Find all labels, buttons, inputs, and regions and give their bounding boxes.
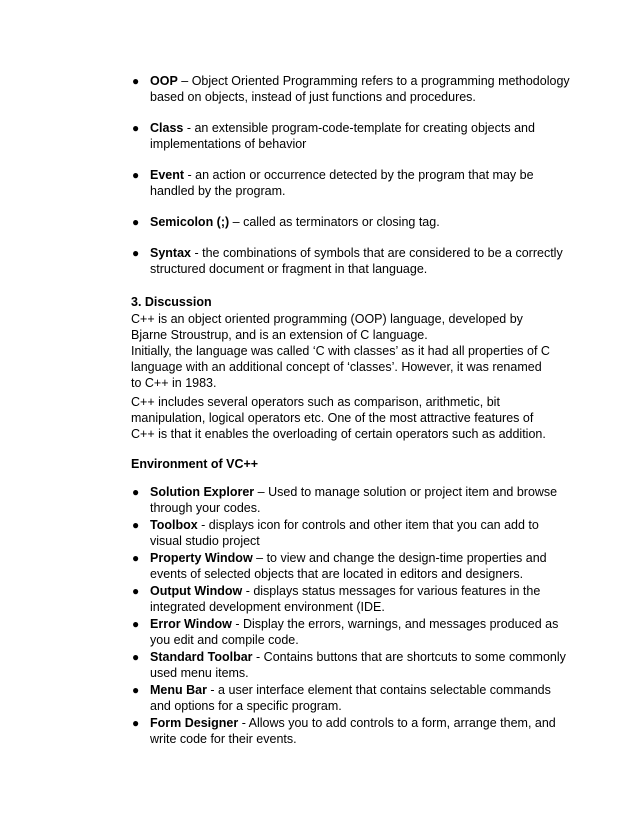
term: Menu Bar bbox=[150, 683, 207, 697]
list-item bbox=[132, 245, 570, 277]
discussion-line: C++ is an object oriented programming (OOP) language, developed by Bjarne Stroustrup, and is an extension of C language. bbox=[131, 312, 523, 342]
list-item bbox=[132, 214, 570, 230]
list-item bbox=[132, 715, 570, 747]
bullet-icon: ● bbox=[132, 121, 140, 135]
term: Toolbox bbox=[150, 518, 198, 532]
term: Event bbox=[150, 168, 185, 182]
definition-text: – Object Oriented Programming refers to a programming methodology based on objects, instead of just functions and procedures. bbox=[150, 74, 570, 104]
bullet-icon: ● bbox=[132, 617, 140, 631]
bullet-icon: ● bbox=[132, 74, 140, 88]
item-text: - Display the errors, warnings, and messages produced as you edit and compile code. bbox=[150, 617, 559, 647]
bullet-icon: ● bbox=[132, 215, 140, 229]
item-text: – Used to manage solution or project item and browse through your codes. bbox=[150, 485, 558, 515]
discussion-paragraph-2 bbox=[131, 394, 551, 442]
environment-list bbox=[132, 484, 570, 748]
list-item bbox=[132, 583, 570, 615]
item-text: - displays status messages for various features in the integrated development environment (IDE. bbox=[150, 584, 541, 614]
bullet-icon: ● bbox=[132, 246, 140, 260]
item-text: – to view and change the design-time properties and events of selected objects that are located in editors and designers. bbox=[150, 551, 547, 581]
discussion-paragraph-1 bbox=[131, 311, 551, 391]
term: OOP bbox=[150, 74, 178, 88]
definition-text: - an action or occurrence detected by the program that may be handled by the program. bbox=[150, 168, 534, 198]
environment-heading: Environment of VC++ bbox=[131, 457, 259, 471]
item-text: - Contains buttons that are shortcuts to some commonly used menu items. bbox=[150, 650, 566, 680]
term: Class bbox=[150, 121, 184, 135]
definition-text: – called as terminators or closing tag. bbox=[229, 215, 440, 229]
term: Solution Explorer bbox=[150, 485, 255, 499]
term: Output Window bbox=[150, 584, 243, 598]
term: Form Designer bbox=[150, 716, 239, 730]
list-item bbox=[132, 73, 570, 105]
term: Error Window bbox=[150, 617, 232, 631]
list-item bbox=[132, 682, 570, 714]
term: Syntax bbox=[150, 246, 191, 260]
definition-text: - an extensible program-code-template for creating objects and implementations of behavior bbox=[150, 121, 535, 151]
item-text: - displays icon for controls and other item that you can add to visual studio project bbox=[150, 518, 539, 548]
list-item bbox=[132, 167, 570, 199]
definitions-list bbox=[132, 73, 570, 292]
bullet-icon: ● bbox=[132, 168, 140, 182]
list-item bbox=[132, 616, 570, 648]
bullet-icon: ● bbox=[132, 485, 140, 499]
term: Standard Toolbar bbox=[150, 650, 253, 664]
definition-text: - the combinations of symbols that are considered to be a correctly structured document or fragment in that language. bbox=[150, 246, 563, 276]
bullet-icon: ● bbox=[132, 650, 140, 664]
list-item bbox=[132, 484, 570, 516]
item-text: - Allows you to add controls to a form, arrange them, and write code for their events. bbox=[150, 716, 556, 746]
list-item bbox=[132, 517, 570, 549]
bullet-icon: ● bbox=[132, 584, 140, 598]
item-text: - a user interface element that contains selectable commands and options for a specific program. bbox=[150, 683, 551, 713]
term: Semicolon (;) bbox=[150, 215, 230, 229]
list-item bbox=[132, 120, 570, 152]
bullet-icon: ● bbox=[132, 683, 140, 697]
bullet-icon: ● bbox=[132, 551, 140, 565]
list-item bbox=[132, 649, 570, 681]
bullet-icon: ● bbox=[132, 518, 140, 532]
bullet-icon: ● bbox=[132, 716, 140, 730]
discussion-line: Initially, the language was called ‘C with classes’ as it had all properties of C language with an additional concept of ‘classes’. However, it was renamed to C++ in 1983. bbox=[131, 344, 550, 390]
discussion-heading: 3. Discussion bbox=[131, 295, 212, 309]
list-item bbox=[132, 550, 570, 582]
discussion-text: C++ includes several operators such as comparison, arithmetic, bit manipulation, logical operators etc. One of the most attractive features of C++ is that it enables the overloading of certain operators such as addition. bbox=[131, 395, 546, 441]
term: Property Window bbox=[150, 551, 253, 565]
